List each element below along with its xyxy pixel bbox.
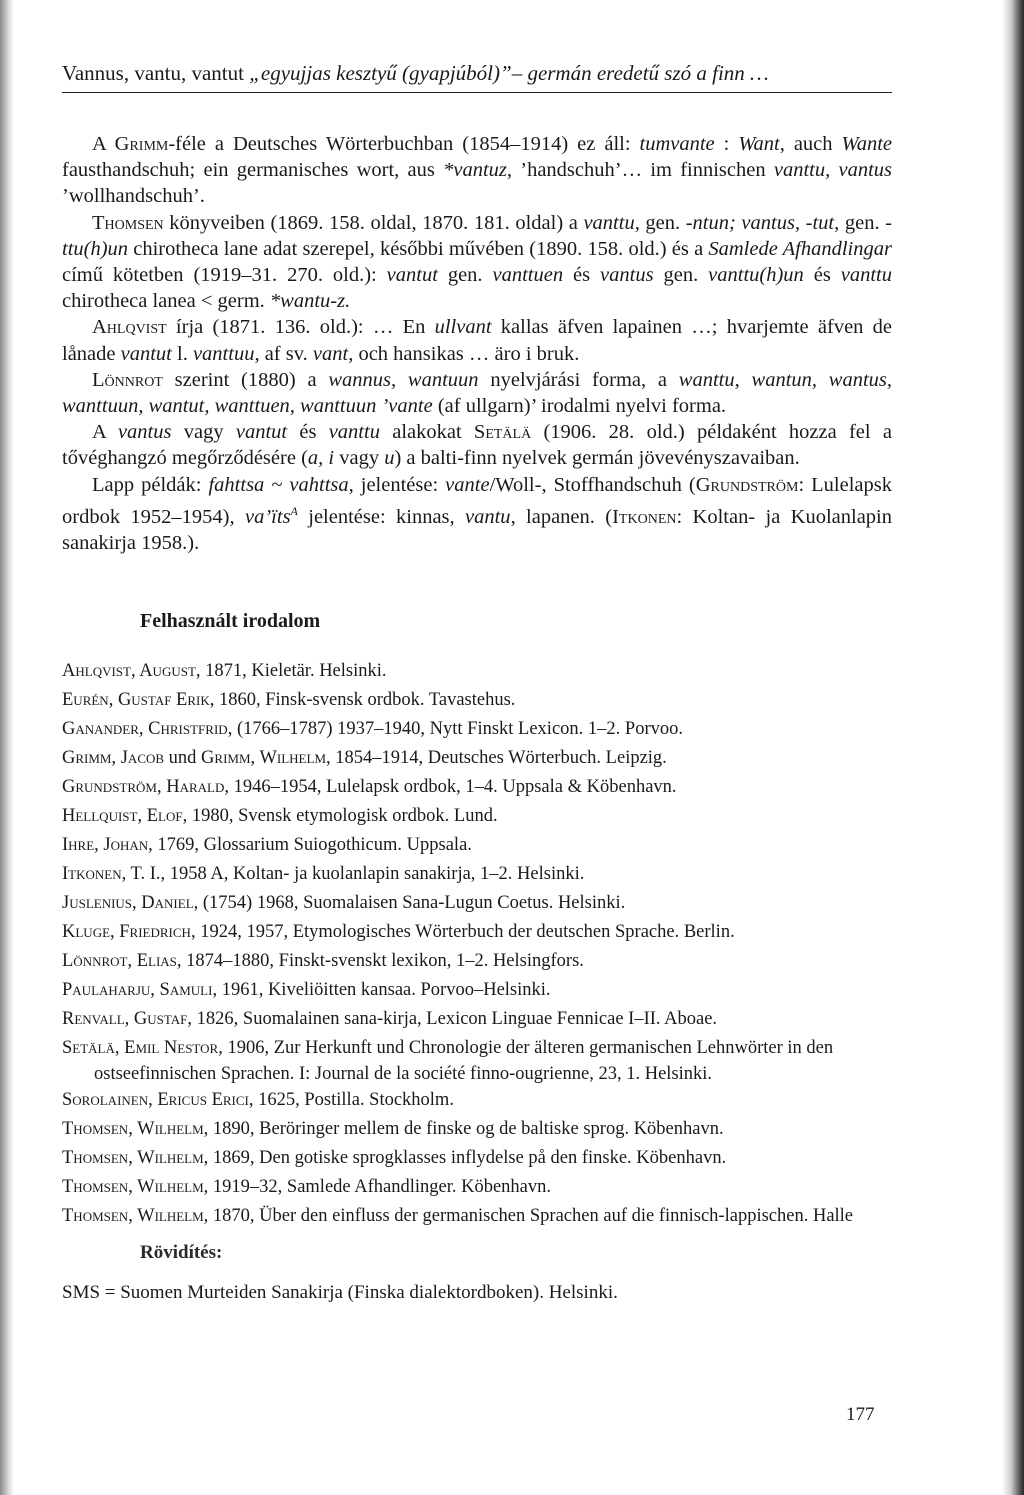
cited-form: vantus xyxy=(600,264,654,287)
cited-form: vanttu, vantus xyxy=(773,159,892,182)
entry-author: Ahlqvist, August xyxy=(62,661,196,682)
cited-form: Wante xyxy=(841,133,892,155)
entry-details: , (1754) 1968, Suomalaisen Sana-Lugun Coetus. Helsinki. xyxy=(193,893,626,914)
bibliography-entry xyxy=(62,687,892,716)
bibliography-entry xyxy=(62,803,892,832)
text-run: /Woll-, Stoffhandschuh ( xyxy=(489,473,696,496)
text-run: , ’handschuh’… im finnischen xyxy=(506,159,774,182)
bibliography-entry xyxy=(62,977,892,1006)
text-run: című kötetben (1919–31. 270. old.): xyxy=(62,264,387,287)
paragraph-setala xyxy=(62,419,892,471)
entry-details: , 1870, Über den einfluss der germanischen Sprachen auf die finnisch-lappischen. Halle xyxy=(203,1206,854,1227)
text-run: : xyxy=(714,133,739,155)
paragraph-lapp-examples xyxy=(62,472,892,556)
entry-details: , 1769, Glossarium Suiogothicum. Uppsala. xyxy=(148,835,472,856)
entry-details: , 1890, Beröringer mellem de finske og de baltiske sprog. Köbenhavn. xyxy=(203,1119,724,1140)
cited-form: vanttuen xyxy=(492,264,564,287)
paragraph-lonnrot xyxy=(62,367,892,419)
author-name: Grimm xyxy=(114,133,169,155)
text-run: , af sv. xyxy=(254,342,313,365)
text-run: írja (1871. 136. old.): … En xyxy=(166,316,435,339)
entry-author: Grimm, Jacob xyxy=(62,748,165,769)
entry-author: Thomsen, Wilhelm xyxy=(62,1177,204,1198)
author-name: Lönnrot xyxy=(92,368,163,391)
abbreviation-entry: SMS = Suomen Murteiden Sanakirja (Finska dialektordboken). Helsinki. xyxy=(62,1282,618,1304)
entry-details: , 1946–1954, Lulelapsk ordbok, 1–4. Uppsala & Köbenhavn. xyxy=(224,777,677,798)
author-name: Setälä xyxy=(473,421,532,444)
entry-author: Ganander, Christfrid xyxy=(62,719,228,740)
bibliography-entry xyxy=(62,745,892,774)
text-run: alakokat xyxy=(379,421,474,444)
author-name: Thomsen xyxy=(92,211,164,234)
entry-details: , 1826, Suomalainen sana-kirja, Lexicon Linguae Fennicae I–II. Aboae. xyxy=(187,1009,718,1030)
cited-form: a, i xyxy=(307,447,335,470)
bibliography-entry xyxy=(62,1006,892,1035)
text-run: (1906. 28. old.) példaként hozza fel a tővéghangzó megőrződésére ( xyxy=(62,421,892,470)
text-run: nyelvjárási forma, a xyxy=(478,368,679,391)
superscript: A xyxy=(290,503,298,518)
entry-author: Sorolainen, Ericus Erici xyxy=(62,1090,249,1111)
text-run: vagy xyxy=(171,421,236,444)
cited-form: vanttu xyxy=(840,264,892,287)
entry-details: , (1766–1787) 1937–1940, Nytt Finskt Lexicon. 1–2. Porvoo. xyxy=(227,719,683,740)
cited-form: -ntun; vantus, -tut xyxy=(685,211,835,234)
scan-edge-shadow-left xyxy=(0,0,14,1495)
text-run: és xyxy=(563,264,601,287)
text-run: és xyxy=(803,264,841,287)
entry-details: , 1869, Den gotiske sprogklasses inflydelse på den finske. Köbenhavn. xyxy=(203,1148,727,1169)
entry-details: , 1924, 1957, Etymologisches Wörterbuch der deutschen Sprache. Berlin. xyxy=(190,922,735,943)
cited-form: vanttuu xyxy=(192,342,255,365)
text-run: szerint (1880) a xyxy=(162,368,329,391)
text-run: : Koltan- ja Kuolanlapin sanakirja 1958.). xyxy=(62,505,893,554)
entry-author: Ihre, Johan xyxy=(62,835,149,856)
entry-details: , 1625, Postilla. Stockholm. xyxy=(248,1090,454,1111)
cited-form: vante xyxy=(445,473,490,496)
entry-details: , 1871, Kieletär. Helsinki. xyxy=(195,661,387,682)
entry-details: , 1906, Zur Herkunft und Chronologie der älteren germanischen Lehnwörter in den ostseefinnischen Sprachen. I: Journal de la société finno-ougrienne, 23, 1. Helsinki. xyxy=(94,1038,834,1085)
entry-details: , 1980, Svensk etymologisk ordbok. Lund. xyxy=(182,806,498,827)
bibliography-entry xyxy=(62,1203,892,1232)
scan-edge-shadow-right xyxy=(1002,0,1024,1495)
cited-form: vanttu xyxy=(328,421,380,444)
text-run: , gen. xyxy=(634,211,686,234)
running-head-roman: Vannus, vantu, vantut xyxy=(62,61,250,85)
text-run: , auch xyxy=(779,133,842,155)
text-run: ) a balti-finn nyelvek germán jövevényszavaiban. xyxy=(394,447,800,470)
cited-form: *wantu-z. xyxy=(269,290,351,313)
bibliography-entry xyxy=(62,1116,892,1145)
entry-author: Setälä, Emil Nestor xyxy=(62,1038,219,1059)
paragraph-grimm xyxy=(62,131,892,210)
cited-form: va’ïts xyxy=(245,505,291,528)
paragraph-ahlqvist xyxy=(62,314,892,366)
cited-form: vantus xyxy=(117,421,172,444)
author-name: Ahlqvist xyxy=(92,316,167,339)
abbreviations-heading: Rövidítés: xyxy=(140,1242,223,1264)
text-run: chirotheca lane adat szerepel, későbbi művében (1890. 158. old.) és a xyxy=(128,237,709,260)
bibliography-entry xyxy=(62,948,892,977)
entry-author: Grimm, Wilhelm xyxy=(201,748,327,769)
entry-author: Lönnrot, Elias xyxy=(62,951,177,972)
cited-form: vant xyxy=(312,342,349,365)
entry-author: Juslenius, Daniel xyxy=(62,893,194,914)
text-run: A xyxy=(92,133,115,155)
entry-details: , 1854–1914, Deutsches Wörterbuch. Leipzig. xyxy=(326,748,667,769)
text-run: kallas äfven lapainen …; hvarjemte äfven de lånade xyxy=(62,316,893,365)
entry-author: Thomsen, Wilhelm xyxy=(62,1206,204,1227)
cited-form: vantut xyxy=(386,264,438,287)
text-run: vagy xyxy=(334,447,385,470)
author-name: Grundström xyxy=(695,473,799,496)
body-text xyxy=(62,131,892,556)
bibliography-entry xyxy=(62,919,892,948)
bibliography-entry xyxy=(62,861,892,890)
cited-form: *vantuz xyxy=(443,159,507,182)
text-run: A xyxy=(92,421,118,444)
text-run: gen. xyxy=(653,264,709,287)
cited-form: vanttu(h)un xyxy=(708,264,804,287)
author-name: Itkonen xyxy=(612,505,677,528)
entry-details: , 1874–1880, Finskt-svenskt lexikon, 1–2. Helsingfors. xyxy=(176,951,584,972)
cited-form: wannus, wantuun xyxy=(328,368,479,391)
paragraph-thomsen xyxy=(62,210,892,315)
entry-details: , 1919–32, Samlede Afhandlinger. Köbenhavn. xyxy=(203,1177,551,1198)
cited-form: vantut xyxy=(120,342,172,365)
cited-form: Want xyxy=(738,133,780,155)
cited-form: -ttu(h)un xyxy=(62,211,892,260)
document-page xyxy=(62,58,892,1304)
entry-author: Hellquist, Elof xyxy=(62,806,183,827)
entry-details: , 1860, Finsk-svensk ordbok. Tavastehus. xyxy=(209,690,516,711)
entry-author: Eurén, Gustaf Erik xyxy=(62,690,210,711)
bibliography-entry xyxy=(62,1087,892,1116)
cited-form: ullvant xyxy=(434,316,492,339)
cited-title: Samlede Afhandlingar xyxy=(708,237,892,260)
cited-form: wanttu, wantun, wantus, wanttuun, wantut, wanttuen, wanttuun ’vante xyxy=(62,368,893,418)
text-run: és xyxy=(287,421,329,444)
cited-form: vantut xyxy=(235,421,288,444)
bibliography-entry xyxy=(62,774,892,803)
entry-details: , 1958 A, Koltan- ja kuolanlapin sanakirja, 1–2. Helsinki. xyxy=(160,864,585,885)
running-head xyxy=(62,58,892,93)
text-run: , lapanen. ( xyxy=(510,505,613,528)
bibliography-list xyxy=(62,658,892,1232)
entry-details: und xyxy=(164,748,202,769)
entry-author: Paulaharju, Samuli xyxy=(62,980,213,1001)
cited-form: fahttsa ~ vahttsa xyxy=(208,473,349,496)
text-run: könyveiben (1869. 158. oldal, 1870. 181. oldal) a xyxy=(163,211,584,234)
cited-form: vantu xyxy=(465,505,511,528)
text-run: l. xyxy=(171,342,193,365)
bibliography-entry xyxy=(62,832,892,861)
bibliography-entry xyxy=(62,1145,892,1174)
text-run: fausthandschuh; ein germanisches wort, aus xyxy=(62,159,444,182)
text-run: gen. xyxy=(437,264,493,287)
text-run: , gen. xyxy=(834,211,886,234)
bibliography-entry xyxy=(62,716,892,745)
text-run: -féle a Deutsches Wörterbuchban (1854–1914) ez áll: xyxy=(168,133,640,155)
text-run: , och hansikas … äro i bruk. xyxy=(348,342,580,365)
bibliography-entry xyxy=(62,1035,892,1087)
entry-author: Kluge, Friedrich xyxy=(62,922,191,943)
text-run: jelentése: kinnas, xyxy=(297,505,466,528)
text-run: chirotheca lanea < germ. xyxy=(62,290,270,313)
text-run: : Lulelapsk ordbok 1952–1954), xyxy=(62,473,892,528)
bibliography-entry xyxy=(62,658,892,687)
running-head-italic: „egyujjas kesztyű (gyapjúból)”– germán eredetű szó a finn … xyxy=(249,61,769,85)
entry-author: Grundström, Harald xyxy=(62,777,225,798)
bibliography-entry xyxy=(62,890,892,919)
cited-form: u xyxy=(384,447,395,470)
entry-author: Renvall, Gustaf xyxy=(62,1009,188,1030)
bibliography-entry xyxy=(62,1174,892,1203)
text-run: ’wollhandschuh’. xyxy=(62,185,205,208)
entry-author: Thomsen, Wilhelm xyxy=(62,1148,204,1169)
entry-author: Itkonen, T. I. xyxy=(62,864,161,885)
entry-author: Thomsen, Wilhelm xyxy=(62,1119,204,1140)
bibliography-heading: Felhasznált irodalom xyxy=(140,610,321,633)
text-run: , jelentése: xyxy=(348,473,446,496)
cited-form: tumvante xyxy=(639,133,715,155)
cited-form: vanttu xyxy=(583,211,635,234)
text-run: Lapp példák: xyxy=(92,473,209,496)
text-run: (af ullgarn)’ irodalmi nyelvi forma. xyxy=(432,395,727,418)
page-number: 177 xyxy=(846,1404,875,1425)
entry-details: , 1961, Kiveliöitten kansaa. Porvoo–Helsinki. xyxy=(212,980,551,1001)
